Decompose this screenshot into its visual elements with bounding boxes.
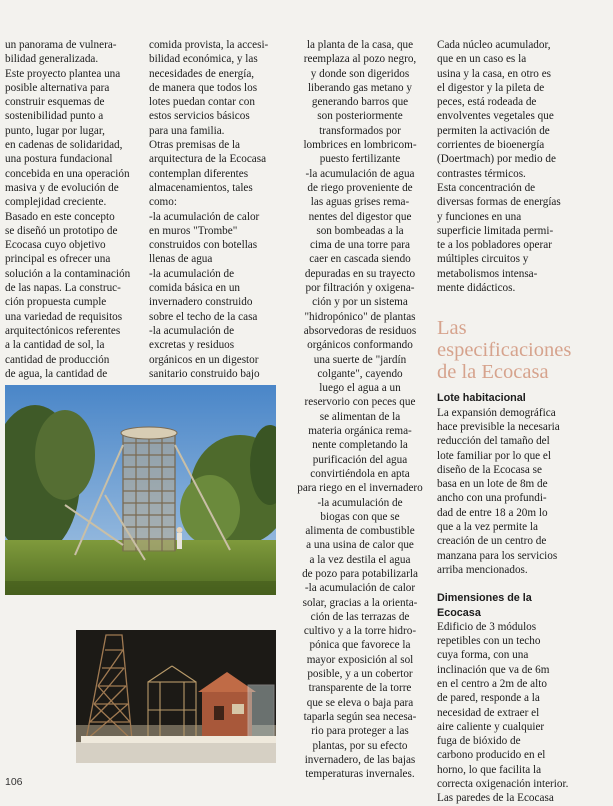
body-text-line: temperaturas invernales. (305, 768, 415, 781)
body-text-line: Cada núcleo acumulador, (437, 39, 551, 51)
body-text-line: Otras premisas de la (149, 139, 241, 152)
body-text-line: una postura fundacional (5, 153, 113, 166)
body-text-line: orgánicos en un digestor (149, 353, 259, 366)
body-text-line: nente completando la (312, 439, 408, 452)
body-text-line: un panorama de vulnera- (5, 39, 117, 51)
body-text-line: bilidad generalizada. (5, 53, 99, 66)
body-text-line: inclinación que va de 6m (437, 663, 550, 676)
body-text-line: generando barros que (311, 96, 409, 109)
photo-ecocasa-model (76, 630, 276, 763)
body-text-line: son bombeadas a la (316, 224, 404, 237)
body-text-line: masiva y de evolución de (5, 181, 119, 194)
body-text-line: excretas y residuos (149, 339, 235, 352)
body-text-line: cuya forma, con una (437, 649, 529, 662)
body-text-line: una suerte de "jardín (313, 353, 407, 366)
subsection-title-dimensiones: Dimensiones de la Ecocasa (437, 592, 532, 619)
subsection-title-lote: Lote habitacional (437, 392, 526, 405)
body-text-line: manzana para los servicios (437, 549, 558, 562)
body-text-line: peces, está rodeada de (437, 96, 537, 109)
body-text-line: que a la vez permite la (437, 521, 538, 534)
body-text-line: ción y por un sistema (312, 296, 408, 309)
body-text-line: construidos con botellas (149, 239, 258, 252)
body-text-line: contemplan diferentes (149, 167, 249, 180)
body-text-line: reservorio con peces que (304, 396, 416, 409)
body-text-line: Las paredes de la Ecocasa (437, 792, 554, 805)
body-text-line: -la acumulación de calor (304, 582, 416, 595)
body-text-line: invernadero, de las bajas (304, 753, 416, 766)
body-text-line: alimenta de combustible (305, 525, 415, 538)
body-text-line: absorvedoras de residuos (303, 324, 417, 337)
body-text-line: sanitario construido bajo (149, 367, 260, 380)
body-text-line: posible, y a un cobertor (307, 668, 413, 681)
photo-model-illustration (76, 630, 276, 763)
body-text-line: mente didácticos. (437, 282, 516, 295)
body-text-line: en muros "Trombe" (149, 224, 238, 237)
body-text-line: solar, gracias a la orienta- (302, 596, 418, 609)
section-title-line: de la Ecocasa (437, 361, 549, 384)
body-text-line: complejidad creciente. (5, 196, 107, 209)
body-text-line: depuradas en su trayecto (304, 267, 416, 280)
body-text-line: (Doertmach) por medio de (437, 153, 556, 166)
body-text-line: carbono producido en el (437, 749, 546, 762)
body-text-line: punto, lugar por lugar, (5, 124, 105, 137)
body-text-line: como: (149, 196, 177, 209)
body-text-line: necesidades de energía, (149, 67, 255, 80)
body-text-line: el digestor y la pileta de (437, 81, 545, 94)
body-text-line: caer en cascada siendo (309, 253, 411, 266)
body-text-line: colgante", cayendo (317, 367, 403, 380)
body-text-line: lote familiar por lo que el (437, 449, 552, 462)
body-text-line: sobre el techo de la casa (149, 310, 258, 323)
body-text-line: superficie limitada permi- (437, 224, 554, 237)
body-text-line: purificación del agua (312, 453, 408, 466)
body-text-line: invernadero construido (149, 296, 253, 309)
body-text-line: fuga de bióxido de (437, 735, 521, 748)
body-text-line: comida provista, la accesi- (149, 39, 269, 51)
body-text-line: cima de una torre para (309, 239, 410, 252)
body-text-line: estos servicios básicos (149, 110, 250, 123)
body-text-line: luego el agua a un (319, 382, 401, 395)
body-text-line: lotes puedan contar con (149, 96, 255, 109)
body-text-line: reemplaza al pozo negro, (303, 53, 417, 66)
body-text-line: convirtiéndola en apta (310, 467, 410, 480)
body-text-line: y funciones en una (437, 210, 522, 223)
body-text-line: Edificio de 3 módulos (437, 620, 537, 633)
body-text-line: -la acumulación de (149, 324, 235, 337)
body-text-line: biogas con que se (320, 510, 400, 523)
text-column-3 (295, 38, 425, 781)
body-text-line: reducción del tamaño del (437, 435, 550, 448)
body-text-line: orgánicos conformando (307, 339, 413, 352)
body-text-line: liberando gas metano y (307, 81, 413, 94)
text-column-1 (5, 38, 137, 381)
photo-tower-illustration (5, 385, 276, 595)
body-text-line: necesidad de extraer el (437, 706, 540, 719)
body-text-line: en el centro a 2m de alto (437, 677, 547, 690)
body-text-line: ción de las terrazas de (310, 610, 410, 623)
body-text-line: concebida en una operación (5, 167, 130, 180)
body-text-line: rio para proteger a las (311, 725, 409, 738)
body-text-line: de pozo para potabilizarla (302, 567, 418, 580)
body-text-line: hace previsible la necesaria (437, 420, 560, 433)
body-text-line: cultivo y a la torre hidro- (303, 625, 417, 638)
body-text-line: cantidad de producción (5, 353, 110, 366)
body-text-line: de riego proveniente de (307, 181, 413, 194)
body-text-line: puesto fertilizante (319, 153, 401, 166)
body-text-line: almacenamientos, tales (149, 181, 253, 194)
body-text-line: Este proyecto plantea una (5, 67, 121, 80)
body-text-line: creación de un centro de (437, 535, 547, 548)
body-text-line: "hidropónico" de plantas (304, 310, 416, 323)
body-text-line: repetibles con un techo (437, 635, 541, 648)
body-text-line: La expansión demográfica (437, 406, 556, 419)
body-text-line: mayor exposición al sol (306, 653, 414, 666)
body-text-line: pónica que favorece la (309, 639, 411, 652)
body-text-line: solución a la contaminación (5, 267, 131, 280)
body-text-line: bilidad económica, y las (149, 53, 258, 66)
text-column-2 (149, 38, 281, 381)
body-text-line: contrastes térmicos. (437, 167, 526, 180)
subsection-body-dimensiones (437, 620, 573, 806)
body-text-line: correcta oxigenación interior. (437, 778, 569, 791)
body-text-line: arriba mencionados. (437, 563, 528, 576)
body-text-line: arquitectónicos referentes (5, 324, 121, 337)
body-text-line: dad de entre 18 a 20m lo (437, 506, 548, 519)
body-text-line: sostenibilidad punto a (5, 110, 104, 123)
body-text-line: Esta concentración de (437, 181, 536, 194)
body-text-line: ción propuesta cumple (5, 296, 107, 309)
body-text-line: de pared, responde a la (437, 692, 540, 705)
body-text-line: materia orgánica rema- (308, 425, 412, 438)
body-text-line: -la acumulación de agua (305, 167, 415, 180)
subsection-body-lote (437, 406, 573, 578)
body-text-line: transparente de la torre (308, 682, 412, 695)
body-text-line: se diseñó un prototipo de (5, 224, 118, 237)
body-text-line: -la acumulación de (317, 496, 403, 509)
body-text-line: Basado en este concepto (5, 210, 115, 223)
body-text-line: de las napas. La construc- (5, 282, 121, 295)
body-text-line: son posteriormente (317, 110, 403, 123)
body-text-line: arquitectura de la Ecocasa (149, 153, 267, 166)
section-title-line: especificaciones (437, 339, 572, 362)
body-text-line: se alimentan de la (319, 410, 401, 423)
body-text-line: metabolismos intensa- (437, 267, 538, 280)
body-text-line: envolventes vegetales que (437, 110, 554, 123)
body-text-line: para una familia. (149, 124, 225, 137)
body-text-line: las aguas grises rema- (310, 196, 410, 209)
body-text-line: posible alternativa para (5, 81, 110, 94)
body-text-line: en cadenas de solidaridad, (5, 139, 123, 152)
body-text-line: para riego en el invernadero (297, 482, 423, 495)
body-text-line: por filtración y oxigena- (305, 282, 415, 295)
body-text-line: diseño de la Ecocasa se (437, 463, 542, 476)
body-text-line: de manera que todos los (149, 81, 258, 94)
body-text-line: que se eleva o baja para (306, 696, 414, 709)
body-text-line: -la acumulación de calor (149, 210, 260, 223)
body-text-line: a la vez destila el agua (309, 553, 411, 566)
body-text-line: taparla según sea necesa- (303, 710, 417, 723)
page-number: 106 (5, 776, 23, 788)
body-text-line: de agua, la cantidad de (5, 367, 108, 380)
text-column-4-intro (437, 38, 573, 295)
body-text-line: a una usina de calor que (306, 539, 414, 552)
body-text-line: usina y la casa, en otro es (437, 67, 552, 80)
body-text-line: horno, lo que facilita la (437, 763, 542, 776)
body-text-line: construir esquemas de (5, 96, 105, 109)
body-text-line: basa en un lote de 8m de (437, 478, 548, 491)
body-text-line: diversas formas de energías (437, 196, 561, 209)
body-text-line: lombrices en lombricom- (303, 139, 417, 152)
body-text-line: múltiples circuitos y (437, 253, 529, 266)
body-text-line: principal es ofrecer una (5, 253, 111, 266)
body-text-line: ancho con una profundi- (437, 492, 547, 505)
body-text-line: plantas, por su efecto (312, 739, 408, 752)
body-text-line: corrientes de bioenergía (437, 139, 545, 152)
body-text-line: a la cantidad de sol, la (5, 339, 105, 352)
body-text-line: aire caliente y cualquier (437, 720, 545, 733)
body-text-line: comida básica en un (149, 282, 241, 295)
body-text-line: una variedad de requisitos (5, 310, 123, 323)
body-text-line: transformados por (319, 124, 401, 137)
body-text-line: te a los pobladores operar (437, 239, 552, 252)
body-text-line: que en un caso es la (437, 53, 527, 66)
body-text-line: nentes del digestor que (308, 210, 412, 223)
body-text-line: permiten la activación de (437, 124, 550, 137)
section-title-line: Las (437, 317, 467, 340)
text-column-4 (437, 38, 573, 806)
body-text-line: la planta de la casa, que (306, 39, 414, 51)
body-text-line: Ecocasa cuyo objetivo (5, 239, 106, 252)
photo-ecocasa-tower (5, 385, 276, 595)
body-text-line: -la acumulación de (149, 267, 235, 280)
section-title (437, 317, 573, 383)
body-text-line: y donde son digeridos (310, 67, 410, 80)
body-text-line: llenas de agua (149, 253, 213, 266)
